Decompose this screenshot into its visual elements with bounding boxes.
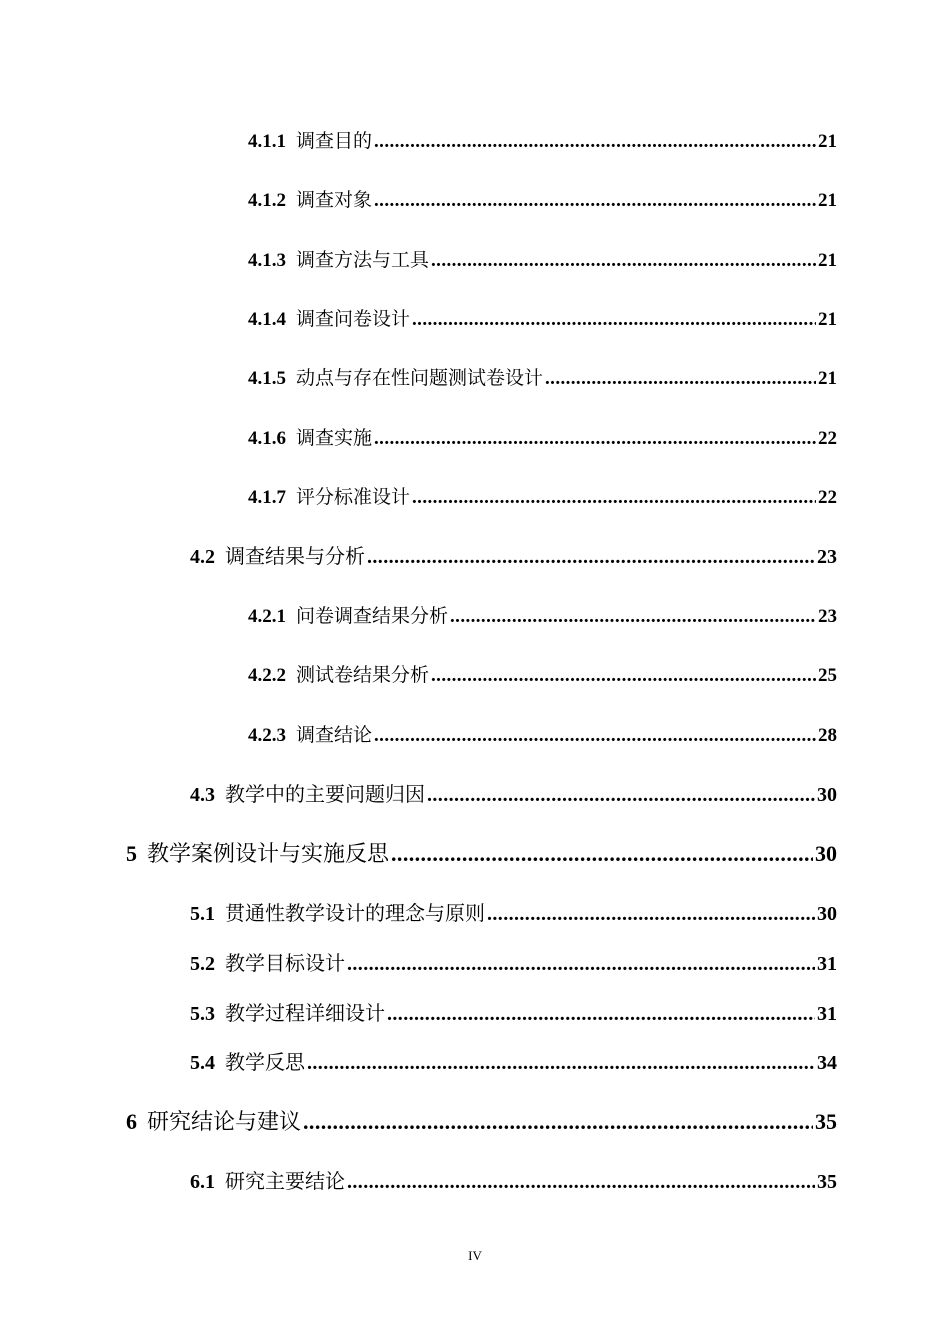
toc-entry[interactable]	[248, 423, 837, 450]
dot-leader	[374, 131, 816, 153]
toc-entry[interactable]	[248, 660, 837, 687]
toc-entry-number: 5.4	[190, 1052, 215, 1074]
toc-entry-page: 31	[817, 953, 837, 975]
toc-entry-page: 21	[818, 190, 837, 211]
toc-entry-number: 5	[126, 841, 137, 866]
toc-entry[interactable]	[248, 482, 837, 509]
toc-entry-number: 4.2.1	[248, 606, 286, 627]
toc-entry-page: 22	[818, 487, 837, 508]
dot-leader	[307, 1052, 815, 1075]
toc-entry[interactable]	[126, 837, 837, 868]
toc-entry-title: 调查方法与工具	[296, 249, 430, 271]
toc-entry[interactable]	[126, 1105, 837, 1136]
toc-entry-title: 评分标准设计	[296, 486, 411, 508]
toc-entry[interactable]	[248, 304, 837, 331]
toc-entry[interactable]	[190, 1046, 837, 1075]
toc-entry-title: 测试卷结果分析	[296, 664, 430, 686]
dot-leader	[374, 428, 816, 450]
toc-entry[interactable]	[248, 245, 837, 272]
toc-entry-number: 5.1	[190, 903, 215, 925]
dot-leader	[431, 250, 816, 272]
dot-leader	[347, 953, 815, 976]
dot-leader	[545, 368, 816, 390]
dot-leader	[303, 1109, 813, 1135]
toc-entry-page: 21	[818, 368, 837, 389]
toc-entry-title: 教学案例设计与实施反思	[147, 842, 390, 867]
toc-entry-number: 4.1.4	[248, 309, 286, 330]
toc-entry-page: 22	[818, 428, 837, 449]
toc-entry-title: 教学中的主要问题归因	[225, 782, 425, 806]
toc-entry-number: 4.1.7	[248, 487, 286, 508]
toc-entry-page: 25	[818, 665, 837, 686]
toc-entry[interactable]	[248, 363, 837, 390]
toc-entry-number: 4.1.3	[248, 250, 286, 271]
toc-entry-title: 调查结论	[296, 724, 373, 746]
toc-entry-title: 调查对象	[296, 189, 373, 211]
toc-entry-number: 5.3	[190, 1003, 215, 1025]
toc-entry-number: 4.2.2	[248, 665, 286, 686]
toc-entry-page: 30	[817, 784, 837, 806]
toc-entry-page: 30	[817, 903, 837, 925]
dot-leader	[387, 1003, 815, 1026]
toc-entry-page: 35	[815, 1109, 837, 1134]
toc-entry-number: 4.1.6	[248, 428, 286, 449]
toc-entry-title: 教学目标设计	[225, 951, 345, 975]
toc-entry-number: 4.2	[190, 546, 215, 568]
page-number: IV	[468, 1248, 482, 1263]
toc-entry-page: 23	[818, 606, 837, 627]
toc-entry-title: 研究结论与建议	[147, 1110, 302, 1135]
toc-entry[interactable]	[190, 947, 837, 976]
dot-leader	[374, 725, 816, 747]
toc-entry-title: 贯通性教学设计的理念与原则	[225, 901, 485, 925]
dot-leader	[391, 841, 813, 867]
toc-entry-number: 4.2.3	[248, 725, 286, 746]
toc-entry[interactable]	[248, 185, 837, 212]
toc-entry-title: 问卷调查结果分析	[296, 605, 449, 627]
toc-entry-number: 6	[126, 1109, 137, 1134]
dot-leader	[412, 309, 816, 331]
toc-entry-title: 教学反思	[225, 1050, 305, 1074]
toc-entry-number: 4.1.5	[248, 368, 286, 389]
dot-leader	[374, 190, 816, 212]
dot-leader	[431, 665, 816, 687]
dot-leader	[412, 487, 816, 509]
dot-leader	[347, 1171, 815, 1194]
toc-entry[interactable]	[248, 720, 837, 747]
dot-leader	[367, 546, 815, 569]
dot-leader	[427, 784, 815, 807]
toc-entry[interactable]	[190, 997, 837, 1026]
toc-entry-page: 21	[818, 131, 837, 152]
dot-leader	[487, 903, 815, 926]
toc-entry-number: 4.3	[190, 784, 215, 806]
toc-entry-title: 调查问卷设计	[296, 308, 411, 330]
toc-entry[interactable]	[248, 126, 837, 153]
toc-entry-number: 6.1	[190, 1171, 215, 1193]
toc-entry-title: 教学过程详细设计	[225, 1001, 385, 1025]
toc-entry-page: 35	[817, 1171, 837, 1193]
toc-entry-number: 4.1.2	[248, 190, 286, 211]
toc-entry-title: 调查结果与分析	[225, 544, 365, 568]
toc-entry[interactable]	[190, 778, 837, 807]
toc-entry-number: 5.2	[190, 953, 215, 975]
toc-entry-page: 31	[817, 1003, 837, 1025]
toc-entry[interactable]	[190, 1165, 837, 1194]
toc-entry-number: 4.1.1	[248, 131, 286, 152]
toc-entry-page: 21	[818, 309, 837, 330]
toc-entry-page: 30	[815, 841, 837, 866]
toc-entry-page: 23	[817, 546, 837, 568]
toc-entry-page: 28	[818, 725, 837, 746]
toc-entry-title: 动点与存在性问题测试卷设计	[296, 367, 544, 389]
toc-entry-title: 调查目的	[296, 130, 373, 152]
toc-entry[interactable]	[190, 897, 837, 926]
dot-leader	[450, 606, 816, 628]
toc-entry[interactable]	[190, 540, 837, 569]
toc-entry-page: 21	[818, 250, 837, 271]
toc-entry-title: 研究主要结论	[225, 1169, 345, 1193]
toc-entry[interactable]	[248, 601, 837, 628]
toc-entry-page: 34	[817, 1052, 837, 1074]
toc-entry-title: 调查实施	[296, 427, 373, 449]
